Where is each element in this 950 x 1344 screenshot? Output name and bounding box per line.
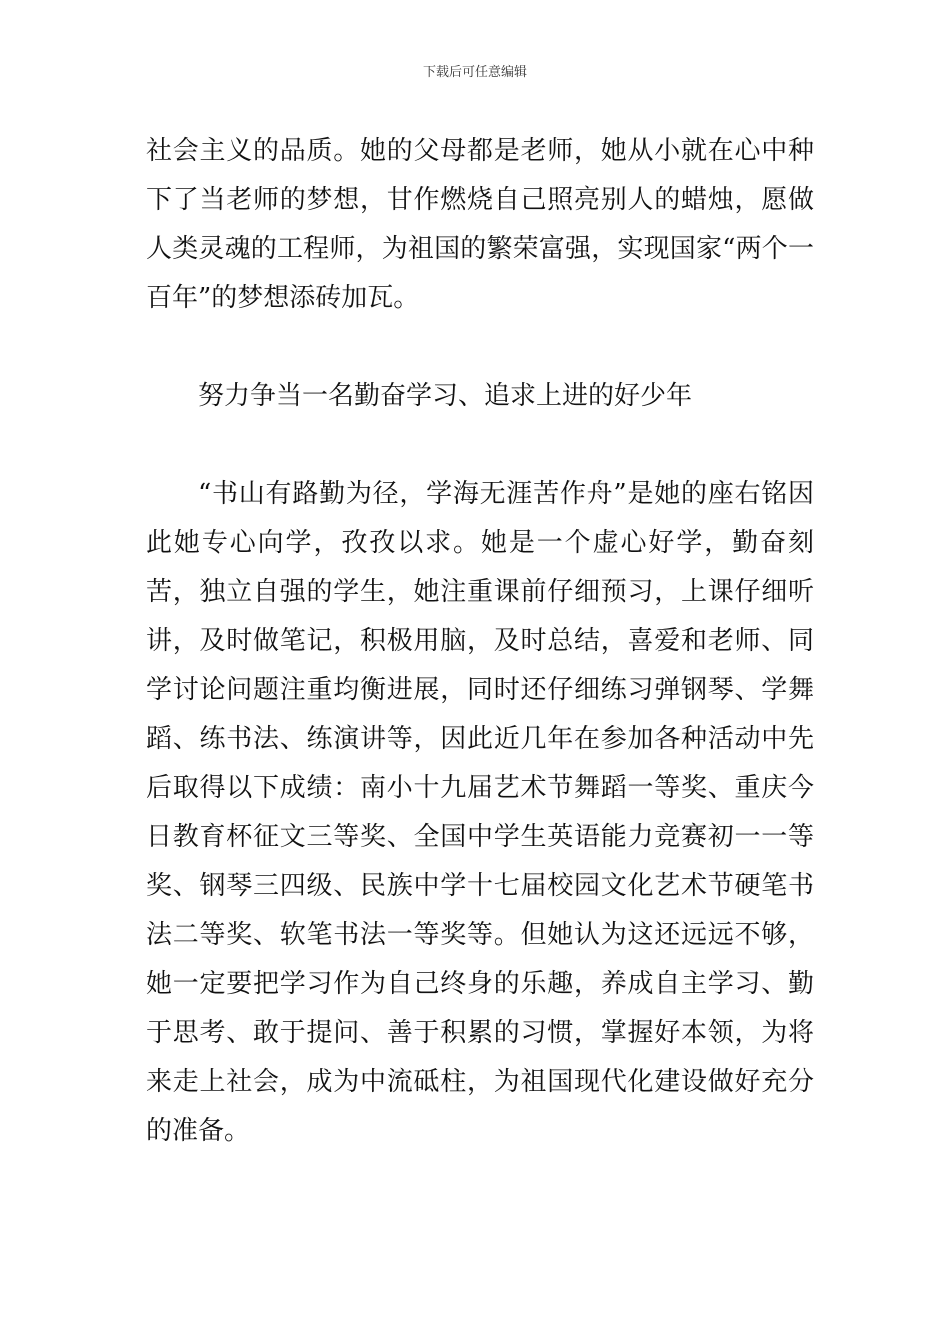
- paragraph-continued: 社会主义的品质。她的父母都是老师，她从小就在心中种下了当老师的梦想，甘作燃烧自己照亮别人的蜡烛，愿做人类灵魂的工程师，为祖国的繁荣富强，实现国家“两个一百年”的梦想添砖加瓦。: [146, 136, 814, 313]
- paragraph-main: “书山有路勤为径，学海无涯苦作舟”是她的座右铭因此她专心向学，孜孜以求。她是一个虚心好学，勤奋刻苦，独立自强的学生，她注重课前仔细预习，上课仔细听讲，及时做笔记，积极用脑，及时总结，喜爱和老师、同学讨论问题注重均衡进展，同时还仔细练习弹钢琴、学舞蹈、练书法、练演讲等，因此近几年在参加各种活动中先后取得以下成绩：南小十九届艺术节舞蹈一等奖、重庆今日教育杯征文三等奖、全国中学生英语能力竞赛初一一等奖、钢琴三四级、民族中学十七届校园文化艺术节硬笔书法二等奖、软笔书法一等奖等。但她认为这还远远不够，她一定要把学习作为自己终身的乐趣，养成自主学习、勤于思考、敢于提问、善于积累的习惯，掌握好本领，为将来走上社会，成为中流砥柱，为祖国现代化建设做好充分的准备。: [146, 479, 814, 1146]
- page-header: 下载后可任意编辑: [422, 65, 527, 80]
- section-heading: 努力争当一名勤奋学习、追求上进的好少年: [198, 381, 693, 411]
